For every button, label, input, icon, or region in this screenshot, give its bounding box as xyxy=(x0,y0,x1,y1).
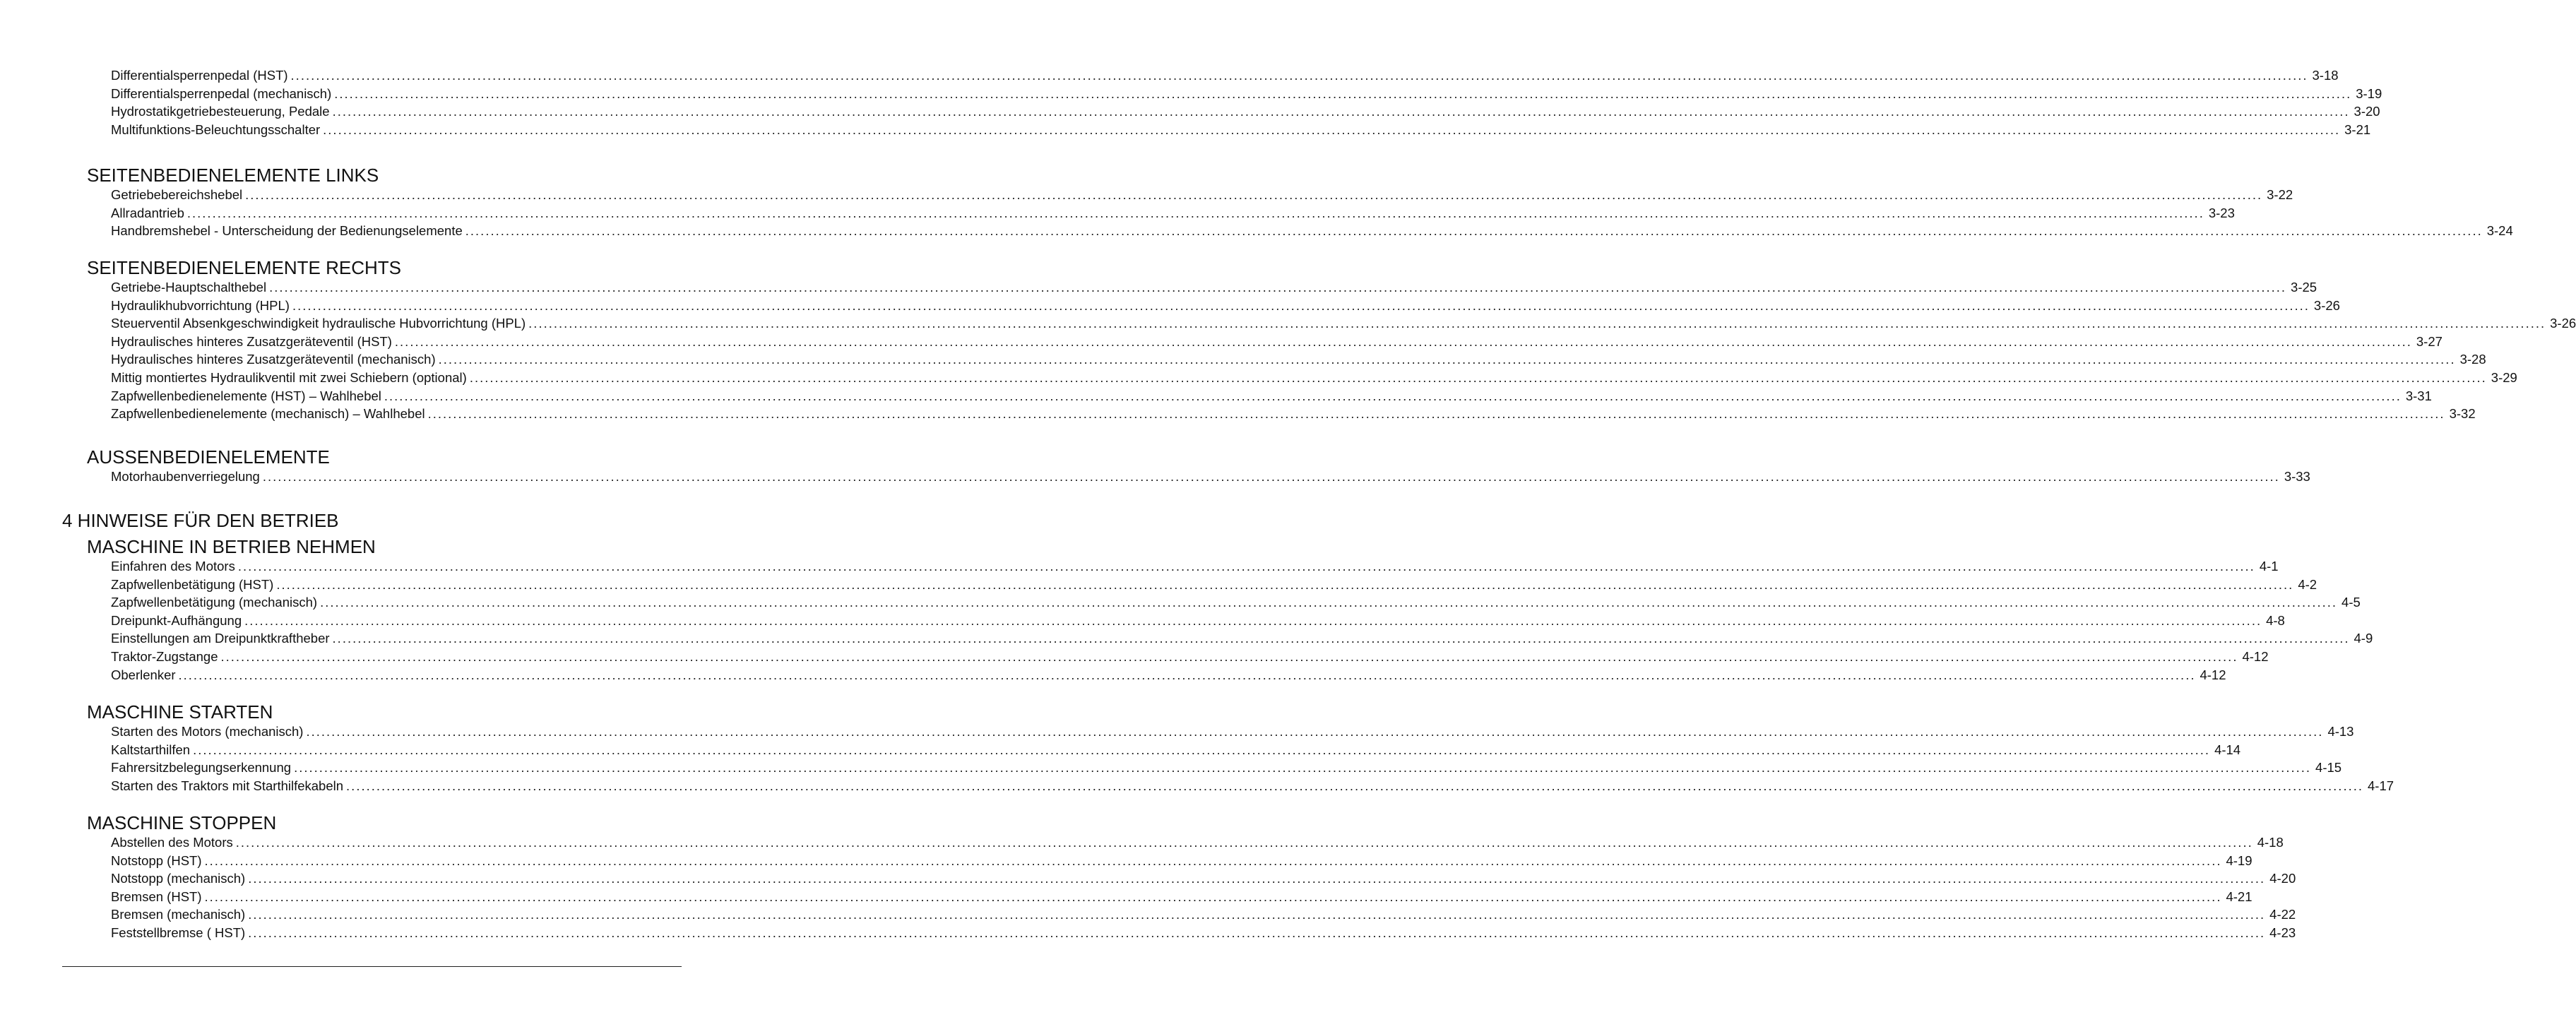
toc-entry[interactable] xyxy=(111,888,2252,906)
toc-entry-page: 4-20 xyxy=(2269,871,2296,886)
toc-entry[interactable] xyxy=(111,350,2486,369)
toc-entry-page: 4-12 xyxy=(2242,648,2269,664)
dot-leader: ................................................................................................................................................................................................................................................................................................................................................................................................................ xyxy=(248,925,2266,940)
dot-leader: ................................................................................................................................................................................................................................................................................................................................................................................................................ xyxy=(193,742,2211,757)
toc-entry-page: 3-25 xyxy=(2291,280,2317,295)
toc-entry-title: Traktor-Zugstange xyxy=(111,648,218,664)
toc-entry-page: 3-22 xyxy=(2267,187,2293,202)
toc-entry[interactable] xyxy=(111,405,2476,423)
toc-entry-title: Starten des Motors (mechanisch) xyxy=(111,724,304,739)
toc-entry-page: 3-18 xyxy=(2312,68,2339,83)
toc-entry[interactable] xyxy=(111,593,2361,612)
toc-entry-title: Motorhaubenverriegelung xyxy=(111,469,260,484)
dot-leader: ................................................................................................................................................................................................................................................................................................................................................................................................................ xyxy=(528,316,2546,331)
toc-entry-title: Fahrersitzbelegungserkennung xyxy=(111,760,292,776)
dot-leader: ................................................................................................................................................................................................................................................................................................................................................................................................................ xyxy=(294,760,2312,776)
dot-leader: ................................................................................................................................................................................................................................................................................................................................................................................................................ xyxy=(269,280,2287,295)
dot-leader: ................................................................................................................................................................................................................................................................................................................................................................................................................ xyxy=(332,104,2350,119)
toc-entry[interactable] xyxy=(111,297,2340,315)
toc-block-chapter xyxy=(0,510,723,531)
toc-entry-page: 3-26 xyxy=(2313,297,2340,313)
toc-entry-title: Multifunktions-Beleuchtungsschalter xyxy=(111,121,321,137)
toc-entry-list xyxy=(111,833,2296,942)
toc-entry-page: 3-26 xyxy=(2550,316,2576,331)
toc-entry-title: Getriebebereichshebel xyxy=(111,187,243,202)
toc-entry-page: 3-32 xyxy=(2449,406,2476,422)
dot-leader: ................................................................................................................................................................................................................................................................................................................................................................................................................ xyxy=(178,667,2196,682)
toc-entry[interactable] xyxy=(111,905,2296,924)
toc-entry[interactable] xyxy=(111,741,2241,759)
toc-entry[interactable] xyxy=(111,759,2342,777)
toc-entry-title: Notstopp (mechanisch) xyxy=(111,871,246,886)
toc-entry-title: Zapfwellenbetätigung (mechanisch) xyxy=(111,595,318,610)
toc-entry[interactable] xyxy=(111,612,2285,630)
toc-entry-title: Einstellungen am Dreipunktkraftheber xyxy=(111,631,330,646)
toc-entry-title: Zapfwellenbedienelemente (mechanisch) – Wahlhebel xyxy=(111,406,425,422)
toc-block-section xyxy=(0,701,2394,795)
dot-leader: ................................................................................................................................................................................................................................................................................................................................................................................................................ xyxy=(235,835,2253,850)
toc-block-section xyxy=(0,165,2513,240)
dot-leader: ................................................................................................................................................................................................................................................................................................................................................................................................................ xyxy=(292,297,2310,313)
toc-entry-list xyxy=(111,468,2310,486)
toc-entry-page: 4-5 xyxy=(2341,595,2361,610)
dot-leader: ................................................................................................................................................................................................................................................................................................................................................................................................................ xyxy=(334,85,2352,101)
toc-entry-page: 4-21 xyxy=(2226,889,2252,904)
toc-entry[interactable] xyxy=(111,121,2371,139)
toc-entry[interactable] xyxy=(111,186,2293,204)
toc-block-section xyxy=(0,257,2576,423)
toc-entry-page: 4-2 xyxy=(2298,576,2317,592)
toc-entry-page: 4-9 xyxy=(2354,631,2373,646)
toc-entry[interactable] xyxy=(111,648,2269,666)
toc-entry-page: 4-17 xyxy=(2368,778,2394,793)
toc-entry[interactable] xyxy=(111,102,2380,121)
toc-entry-list xyxy=(111,278,2576,423)
toc-entry-page: 3-19 xyxy=(2356,85,2382,101)
dot-leader: ................................................................................................................................................................................................................................................................................................................................................................................................................ xyxy=(346,778,2364,793)
dot-leader: ................................................................................................................................................................................................................................................................................................................................................................................................................ xyxy=(248,907,2266,922)
toc-entry-page: 4-18 xyxy=(2257,835,2284,850)
section-heading: SEITENBEDIENELEMENTE RECHTS xyxy=(87,257,401,278)
toc-entry[interactable] xyxy=(111,369,2517,387)
toc-entry-page: 4-19 xyxy=(2226,852,2252,868)
section-heading: MASCHINE STOPPEN xyxy=(87,812,277,833)
dot-leader: ................................................................................................................................................................................................................................................................................................................................................................................................................ xyxy=(427,406,2445,422)
toc-entry-title: Hydraulisches hinteres Zusatzgeräteventil (mechanisch) xyxy=(111,352,436,367)
dot-leader: ................................................................................................................................................................................................................................................................................................................................................................................................................ xyxy=(276,576,2294,592)
toc-entry-page: 4-22 xyxy=(2269,907,2296,922)
chapter-heading: 4 HINWEISE FÜR DEN BETRIEB xyxy=(62,510,339,531)
toc-entry-list xyxy=(111,66,2382,138)
toc-entry[interactable] xyxy=(111,557,2279,576)
toc-entry-title: Hydrostatikgetriebesteuerung, Pedale xyxy=(111,104,330,119)
toc-entry[interactable] xyxy=(111,576,2317,594)
toc-entry-page: 4-15 xyxy=(2315,760,2342,776)
toc-entry-title: Hydraulikhubvorrichtung (HPL) xyxy=(111,297,290,313)
toc-entry-title: Hydraulisches hinteres Zusatzgeräteventil (HST) xyxy=(111,333,392,349)
toc-entry-title: Abstellen des Motors xyxy=(111,835,233,850)
dot-leader: ................................................................................................................................................................................................................................................................................................................................................................................................................ xyxy=(220,648,2238,664)
toc-entry[interactable] xyxy=(111,204,2235,222)
toc-entry-title: Differentialsperrenpedal (HST) xyxy=(111,68,288,83)
toc-entry-title: Steuerventil Absenkgeschwindigkeit hydraulische Hubvorrichtung (HPL) xyxy=(111,316,526,331)
toc-entry-page: 3-28 xyxy=(2459,352,2486,367)
toc-entry[interactable] xyxy=(111,85,2382,103)
toc-entry-title: Einfahren des Motors xyxy=(111,559,235,574)
section-heading: MASCHINE IN BETRIEB NEHMEN xyxy=(87,536,376,557)
dot-leader: ................................................................................................................................................................................................................................................................................................................................................................................................................ xyxy=(244,612,2262,628)
toc-entry[interactable] xyxy=(111,314,2576,333)
toc-entry-page: 3-21 xyxy=(2344,121,2371,137)
toc-entry-title: Feststellbremse ( HST) xyxy=(111,925,246,940)
toc-entry[interactable] xyxy=(111,387,2432,405)
toc-entry-title: Zapfwellenbedienelemente (HST) – Wahlhebel xyxy=(111,388,381,403)
toc-entry-title: Oberlenker xyxy=(111,667,176,682)
toc-entry[interactable] xyxy=(111,222,2513,240)
toc-entry[interactable] xyxy=(111,869,2296,888)
toc-entry-page: 3-27 xyxy=(2416,333,2443,349)
toc-block-section xyxy=(0,812,2296,942)
toc-block-entries xyxy=(0,66,2382,138)
dot-leader: ................................................................................................................................................................................................................................................................................................................................................................................................................ xyxy=(262,469,2280,484)
dot-leader: ................................................................................................................................................................................................................................................................................................................................................................................................................ xyxy=(469,369,2487,385)
dot-leader: ................................................................................................................................................................................................................................................................................................................................................................................................................ xyxy=(323,121,2341,137)
dot-leader: ................................................................................................................................................................................................................................................................................................................................................................................................................ xyxy=(204,889,2222,904)
toc-entry-title: Dreipunkt-Aufhängung xyxy=(111,612,242,628)
toc-block-section xyxy=(0,446,2310,486)
toc-entry[interactable] xyxy=(111,833,2284,852)
dot-leader: ................................................................................................................................................................................................................................................................................................................................................................................................................ xyxy=(384,388,2402,403)
footer-rule xyxy=(62,966,682,967)
toc-entry[interactable] xyxy=(111,723,2354,741)
toc-entry-page: 3-23 xyxy=(2208,205,2235,220)
toc-entry-title: Mittig montiertes Hydraulikventil mit zwei Schiebern (optional) xyxy=(111,369,467,385)
toc-entry-page: 4-23 xyxy=(2269,925,2296,940)
dot-leader: ................................................................................................................................................................................................................................................................................................................................................................................................................ xyxy=(394,333,2412,349)
dot-leader: ................................................................................................................................................................................................................................................................................................................................................................................................................ xyxy=(320,595,2338,610)
dot-leader: ................................................................................................................................................................................................................................................................................................................................................................................................................ xyxy=(290,68,2308,83)
toc-entry-title: Bremsen (HST) xyxy=(111,889,202,904)
dot-leader: ................................................................................................................................................................................................................................................................................................................................................................................................................ xyxy=(204,852,2222,868)
toc-entry-title: Allradantrieb xyxy=(111,205,184,220)
toc-entry-page: 4-14 xyxy=(2214,742,2241,757)
toc-entry-title: Bremsen (mechanisch) xyxy=(111,907,246,922)
toc-entry-page: 4-1 xyxy=(2259,559,2279,574)
toc-entry[interactable] xyxy=(111,852,2252,870)
toc-entry-title: Starten des Traktors mit Starthilfekabeln xyxy=(111,778,344,793)
toc-entry-title: Getriebe-Hauptschalthebel xyxy=(111,280,267,295)
section-heading: SEITENBEDIENELEMENTE LINKS xyxy=(87,165,379,186)
dot-leader: ................................................................................................................................................................................................................................................................................................................................................................................................................ xyxy=(332,631,2350,646)
toc-entry-page: 3-33 xyxy=(2284,469,2310,484)
toc-entry-title: Differentialsperrenpedal (mechanisch) xyxy=(111,85,332,101)
toc-entry[interactable] xyxy=(111,924,2296,942)
toc-entry-title: Zapfwellenbetätigung (HST) xyxy=(111,576,274,592)
toc-entry-page: 3-20 xyxy=(2354,104,2380,119)
toc-entry[interactable] xyxy=(111,333,2443,351)
dot-leader: ................................................................................................................................................................................................................................................................................................................................................................................................................ xyxy=(248,871,2266,886)
toc-entry-page: 4-12 xyxy=(2200,667,2226,682)
toc-entry-list xyxy=(111,557,2373,684)
toc-entry-title: Kaltstarthilfen xyxy=(111,742,191,757)
section-heading: MASCHINE STARTEN xyxy=(87,701,273,723)
dot-leader: ................................................................................................................................................................................................................................................................................................................................................................................................................ xyxy=(465,223,2483,239)
toc-entry-page: 4-13 xyxy=(2327,724,2354,739)
toc-entry[interactable] xyxy=(111,777,2394,795)
dot-leader: ................................................................................................................................................................................................................................................................................................................................................................................................................ xyxy=(237,559,2255,574)
toc-entry[interactable] xyxy=(111,468,2310,486)
toc-entry-page: 3-24 xyxy=(2486,223,2513,239)
dot-leader: ................................................................................................................................................................................................................................................................................................................................................................................................................ xyxy=(438,352,2456,367)
toc-entry[interactable] xyxy=(111,66,2339,85)
toc-entry-list xyxy=(111,723,2394,795)
toc-entry-page: 4-8 xyxy=(2266,612,2285,628)
toc-entry-title: Notstopp (HST) xyxy=(111,852,202,868)
toc-entry-list xyxy=(111,186,2513,240)
dot-leader: ................................................................................................................................................................................................................................................................................................................................................................................................................ xyxy=(186,205,2204,220)
toc-entry-page: 3-31 xyxy=(2405,388,2432,403)
dot-leader: ................................................................................................................................................................................................................................................................................................................................................................................................................ xyxy=(245,187,2263,202)
toc-entry[interactable] xyxy=(111,278,2317,297)
section-heading: AUSSENBEDIENELEMENTE xyxy=(87,446,330,468)
toc-entry[interactable] xyxy=(111,666,2226,684)
toc-block-section xyxy=(0,536,2373,684)
dot-leader: ................................................................................................................................................................................................................................................................................................................................................................................................................ xyxy=(306,724,2324,739)
toc-entry-title: Handbremshebel - Unterscheidung der Bedienungselemente xyxy=(111,223,463,239)
toc-entry-page: 3-29 xyxy=(2491,369,2517,385)
toc-entry[interactable] xyxy=(111,629,2373,648)
